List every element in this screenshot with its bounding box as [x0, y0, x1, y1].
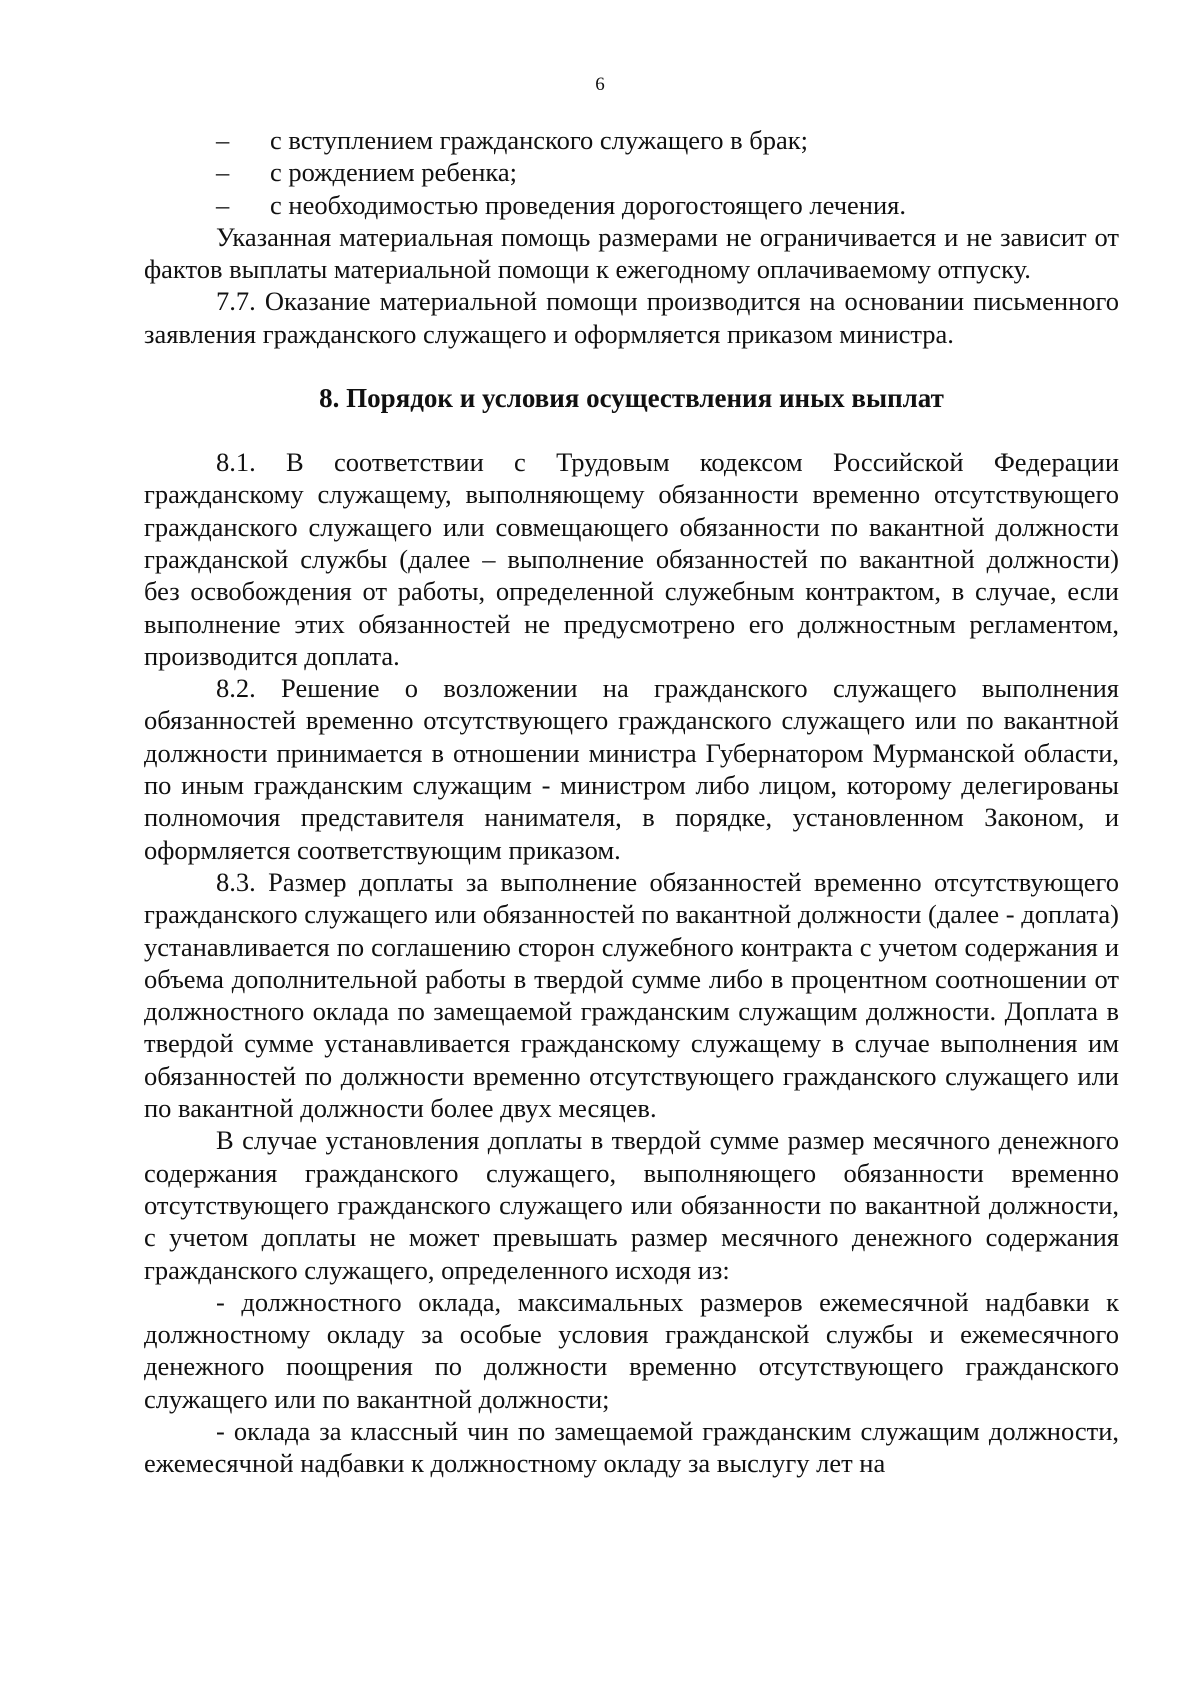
- document-body: [144, 124, 1119, 1480]
- paragraph-bullet-salary: - должностного оклада, максимальных размеров ежемесячной надбавки к должностному окладу за особые условия гражданской службы и ежемесячного денежного поощрения по должности временно отсутствующего гражданского служащего или по вакантной должности;: [144, 1286, 1119, 1414]
- paragraph-8-3: 8.3. Размер доплаты за выполнение обязанностей временно отсутствующего гражданского служащего или обязанностей по вакантной должности (далее - доплата) устанавливается по соглашению сторон служебного контракта с учетом содержания и объема дополнительной работы в твердой сумме либо в процентном соотношении от должностного оклада по замещаемой гражданским служащим должности. Доплата в твердой сумме устанавливается гражданскому служащему в случае выполнения им обязанностей по должности временно отсутствующего гражданского служащего или по вакантной должности более двух месяцев.: [144, 866, 1119, 1124]
- paragraph-material-aid-limits: Указанная материальная помощь размерами не ограничивается и не зависит от фактов выплаты материальной помощи к ежегодному оплачиваемому отпуску.: [144, 221, 1119, 285]
- list-item: [144, 124, 1119, 156]
- list-item-text: с необходимостью проведения дорогостоящего лечения.: [270, 189, 906, 220]
- paragraph-8-1: 8.1. В соответствии с Трудовым кодексом Российской Федерации гражданскому служащему, выполняющему обязанности временно отсутствующего гражданского служащего или совмещающего обязанности по вакантной должности гражданской службы (далее – выполнение обязанностей по вакантной должности) без освобождения от работы, определенной служебным контрактом, в случае, если выполнение этих обязанностей не предусмотрено его должностным регламентом, производится доплата.: [144, 447, 1119, 671]
- list-dash: –: [216, 125, 230, 155]
- list-dash: –: [216, 157, 230, 188]
- paragraph-bullet-class-rank: - оклада за классный чин по замещаемой гражданским служащим должности, ежемесячной надбавки к должностному окладу за выслугу лет на: [144, 1415, 1119, 1479]
- section-heading: 8. Порядок и условия осуществления иных выплат: [319, 383, 944, 414]
- list-item: [144, 189, 1119, 221]
- paragraph-7-7: 7.7. Оказание материальной помощи производится на основании письменного заявления гражданского служащего и оформляется приказом министра.: [144, 286, 1119, 349]
- list-item: [144, 156, 1119, 188]
- list-item-text: с рождением ребенка;: [270, 157, 517, 188]
- paragraph-fixed-sum-case: В случае установления доплаты в твердой сумме размер месячного денежного содержания гражданского служащего, выполняющего обязанности временно отсутствующего гражданского служащего или обязанности по вакантной должности, с учетом доплаты не может превышать размер месячного денежного содержания гражданского служащего, определенного исходя из:: [144, 1125, 1119, 1285]
- page-number: 6: [595, 74, 605, 95]
- list-dash: –: [216, 189, 230, 220]
- list-item-text: с вступлением гражданского служащего в брак;: [270, 125, 808, 155]
- paragraph-8-2: 8.2. Решение о возложении на гражданского служащего выполнения обязанностей временно отсутствующего гражданского служащего или по вакантной должности принимается в отношении министра Губернатором Мурманской области, по иным гражданским служащим - министром либо лицом, которому делегированы полномочия представителя нанимателя, в порядке, установленном Законом, и оформляется соответствующим приказом.: [144, 673, 1119, 865]
